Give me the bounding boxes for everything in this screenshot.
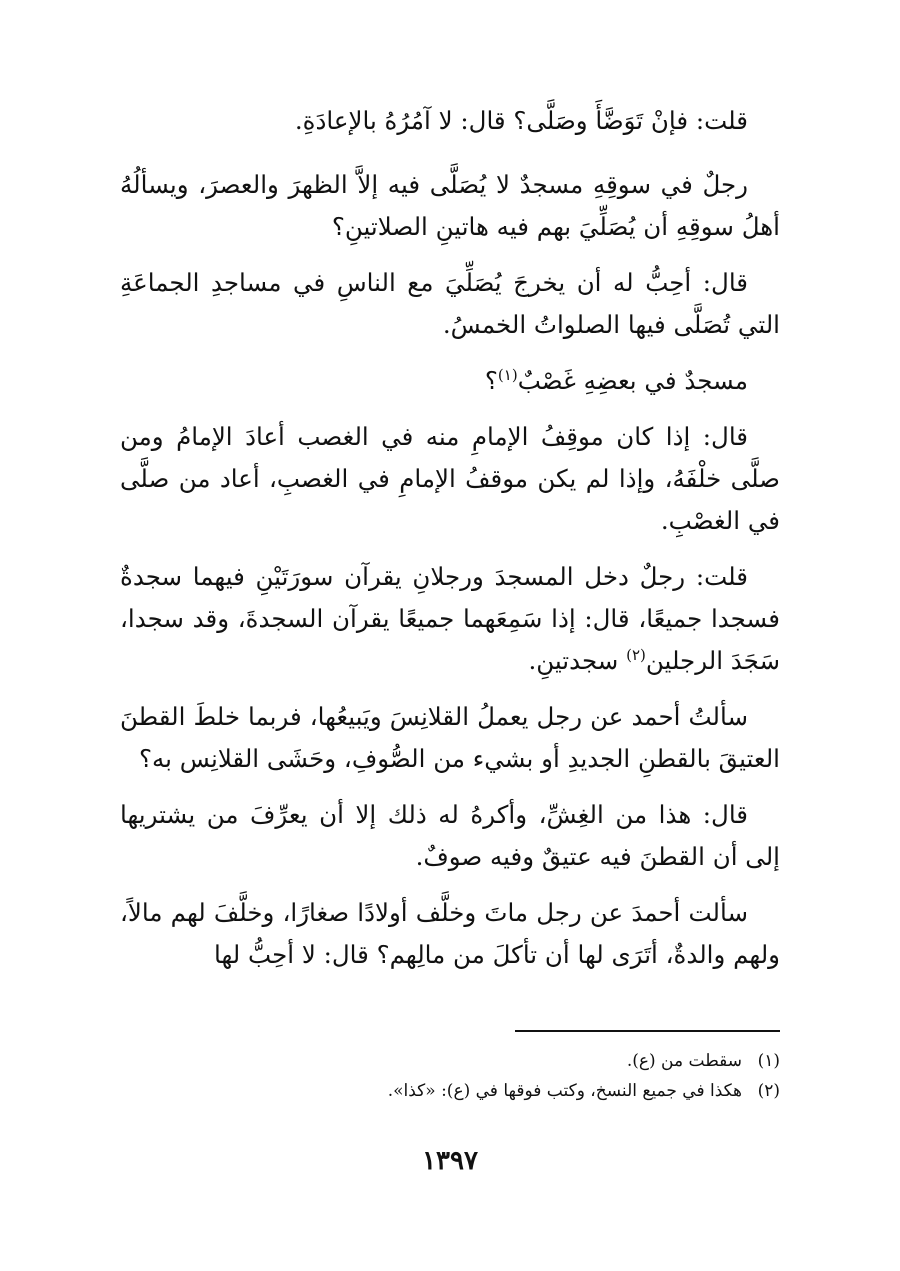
paragraph-market-mosque-answer: قال: أحِبُّ له أن يخرجَ يُصَلِّيَ مع الناسِ في مساجدِ الجماعَةِ التي تُصَلَّى فيها الصلواتُ الخمسُ. [120,268,780,339]
footnote-text: هكذا في جميع النسخ، وكتب فوقها في (ع): «كذا». [387,1081,742,1101]
prostration-end: سجدتينِ. [528,646,627,675]
paragraph-hats-answer: قال: هذا من الغِشِّ، وأكرهُ له ذلك إلا أن يعرِّفَ من يشتريها إلى أن القطنَ فيه عتيقٌ وفيه صوفٌ. [120,800,780,871]
page-number: ١٣٩٧ [422,1146,478,1176]
paragraph-market-mosque-question: رجلٌ في سوقِهِ مسجدٌ لا يُصَلَّى فيه إلاَّ الظهرَ والعصرَ، ويسألُهُ أهلُ سوقِهِ أن يُصَلِّيَ بهم فيه هاتينِ الصلاتينِ؟ [120,170,780,241]
footnote-number: (٢) [757,1081,780,1101]
footnote-2 [120,1076,780,1106]
paragraph-usurped-mosque-question [120,360,780,402]
footnote-ref-2: (٢) [626,645,646,664]
paragraph-hats-question: سألتُ أحمد عن رجل يعملُ القلانِسَ ويَبيعُها، فربما خلطَ القطنَ العتيقَ بالقطنِ الجديدِ أو بشيء من الصُّوفِ، وحَشَى القلانِس به؟ [120,702,780,773]
paragraph-prostration [120,556,780,682]
footnote-1 [120,1046,780,1076]
prostration-text: قلت: رجلٌ دخل المسجدَ ورجلانِ يقرآن سورَتَيْنِ فيهما سجدةٌ فسجدا جميعًا، قال: إذا سَمِعَهما جميعًا يقرآن السجدةَ، وقد سجدا، سَجَدَ الرجلين [120,562,780,675]
footnote-ref-1: (١) [497,365,518,384]
paragraph-wudu: قلت: فإنْ تَوَضَّأَ وصَلَّى؟ قال: لا آمُرُهُ بالإعادَةِ. [294,106,748,135]
footnote-text: سقطت من (ع). [626,1051,742,1071]
usurped-mosque-end: ؟ [484,366,498,395]
page-body [120,100,780,990]
footnotes [120,1046,780,1106]
paragraph-usurped-mosque-answer: قال: إذا كان موقِفُ الإمامِ منه في الغصب أعادَ الإمامُ ومن صلَّى خلْفَهُ، وإذا لم يكن موقفُ الإمامِ في الغصبِ، أعاد من صلَّى في الغصْبِ. [120,422,780,535]
paragraph-orphans-question: سألت أحمدَ عن رجل ماتَ وخلَّف أولادًا صغارًا، وخلَّفَ لهم مالاً، ولهم والدةٌ، أتَرَى لها أن تأكلَ من مالِهم؟ قال: لا أحِبُّ لها [120,898,780,969]
usurped-mosque-text: مسجدٌ في بعضِهِ غَصْبٌ [517,366,748,395]
footnote-divider [515,1030,780,1032]
footnote-number: (١) [757,1051,780,1071]
